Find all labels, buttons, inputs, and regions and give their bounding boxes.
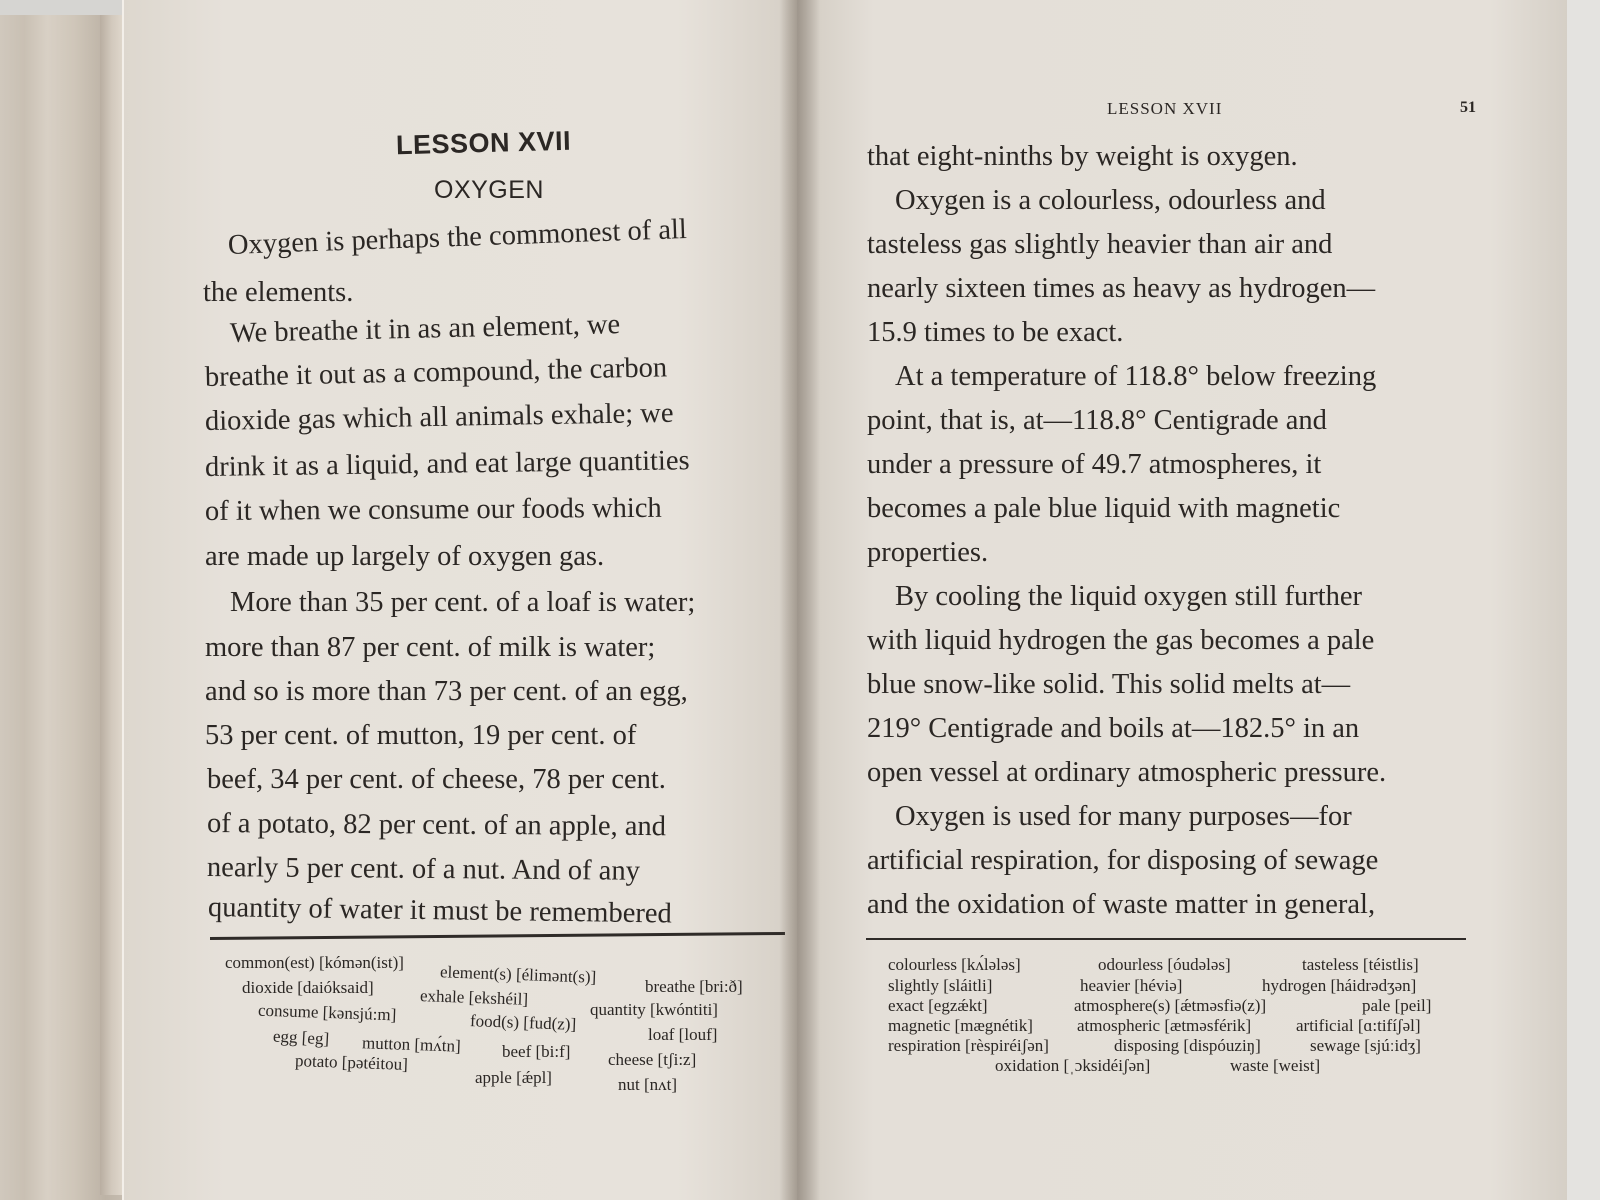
glossary-entry: colourless [kʌ́lələs] bbox=[888, 955, 1021, 974]
text-line: We breathe it in as an element, we bbox=[229, 309, 621, 349]
glossary-entry: egg [eg] bbox=[272, 1026, 330, 1049]
glossary-entry: dioxide [daióksaid] bbox=[242, 978, 374, 997]
glossary-entry: common(est) [kómən(ist)] bbox=[225, 953, 404, 972]
text-line: dioxide gas which all animals exhale; we bbox=[204, 397, 674, 437]
glossary-entry: potato [pətéitou] bbox=[294, 1051, 409, 1074]
glossary-entry: sewage [sjúːidʒ] bbox=[1310, 1036, 1421, 1055]
glossary-entry: atmosphere(s) [ǽtməsfiə(z)] bbox=[1074, 996, 1267, 1015]
glossary-entry: oxidation [ˌɔksidéiʃən] bbox=[995, 1056, 1151, 1075]
text-line: becomes a pale blue liquid with magnetic bbox=[867, 493, 1341, 524]
glossary-entry: mutton [mʌ́tn] bbox=[361, 1033, 462, 1056]
chapter-title: OXYGEN bbox=[434, 176, 544, 204]
text-line: properties. bbox=[867, 537, 989, 568]
glossary-entry: tasteless [téistlis] bbox=[1302, 955, 1419, 974]
footnote-rule bbox=[866, 938, 1466, 940]
glossary-entry: food(s) [fud(z)] bbox=[469, 1011, 577, 1034]
glossary-entry: consume [kənsjú:m] bbox=[257, 1000, 397, 1025]
text-line: Oxygen is a colourless, odourless and bbox=[895, 185, 1326, 216]
glossary-entry: breathe [bri:ð] bbox=[645, 977, 743, 996]
text-line: of a potato, 82 per cent. of an apple, and bbox=[206, 808, 667, 843]
glossary-entry: exact [egzǽkt] bbox=[888, 996, 988, 1015]
text-line: that eight-ninths by weight is oxygen. bbox=[867, 141, 1298, 172]
glossary-entry: exhale [ekshéil] bbox=[419, 986, 529, 1009]
glossary-entry: beef [bi:f] bbox=[502, 1042, 571, 1061]
text-line: open vessel at ordinary atmospheric pressure. bbox=[867, 757, 1387, 788]
glossary-entry: slightly [sláitli] bbox=[888, 976, 993, 995]
glossary-entry: loaf [louf] bbox=[648, 1025, 718, 1044]
text-line: and the oxidation of waste matter in general, bbox=[867, 889, 1376, 920]
text-line: 53 per cent. of mutton, 19 per cent. of bbox=[205, 720, 637, 751]
text-line: and so is more than 73 per cent. of an egg, bbox=[205, 676, 688, 707]
glossary-entry: element(s) [élimənt(s)] bbox=[439, 962, 597, 987]
text-line: point, that is, at—118.8° Centigrade and bbox=[867, 405, 1327, 436]
text-line: drink it as a liquid, and eat large quantities bbox=[204, 445, 690, 483]
text-line: artificial respiration, for disposing of sewage bbox=[867, 845, 1379, 876]
glossary-entry: respiration [rèspiréiʃən] bbox=[888, 1036, 1049, 1055]
text-line: breathe it out as a compound, the carbon bbox=[204, 352, 668, 393]
page-number: 51 bbox=[1460, 99, 1476, 116]
text-line: nearly 5 per cent. of a nut. And of any bbox=[206, 852, 641, 887]
text-line: Oxygen is perhaps the commonest of all bbox=[227, 213, 688, 261]
glossary-entry: hydrogen [háidrədʒən] bbox=[1262, 976, 1417, 995]
text-line: nearly sixteen times as heavy as hydrogen— bbox=[867, 273, 1376, 304]
text-line: more than 87 per cent. of milk is water; bbox=[205, 632, 656, 663]
text-line: More than 35 per cent. of a loaf is water; bbox=[230, 587, 696, 618]
glossary-entry: heavier [héviə] bbox=[1080, 976, 1183, 995]
running-head: LESSON XVII bbox=[1107, 99, 1223, 118]
text-line: are made up largely of oxygen gas. bbox=[205, 541, 605, 572]
glossary-entry: pale [peil] bbox=[1362, 996, 1432, 1015]
glossary-entry: magnetic [mægnétik] bbox=[888, 1016, 1033, 1035]
glossary-entry: odourless [óudələs] bbox=[1098, 955, 1231, 974]
text-line: beef, 34 per cent. of cheese, 78 per cent. bbox=[207, 764, 666, 795]
text-line: under a pressure of 49.7 atmospheres, it bbox=[867, 449, 1322, 480]
text-line: quantity of water it must be remembered bbox=[207, 892, 672, 930]
text-line: Oxygen is used for many purposes—for bbox=[895, 801, 1352, 832]
text-line: blue snow-like solid. This solid melts at— bbox=[867, 669, 1351, 700]
glossary-entry: artificial [ɑ:tifíʃəl] bbox=[1296, 1016, 1421, 1035]
glossary-entry: cheese [tʃi:z] bbox=[608, 1050, 697, 1069]
text-line: 15.9 times to be exact. bbox=[867, 317, 1124, 348]
glossary-entry: waste [weist] bbox=[1230, 1056, 1321, 1075]
gutter-shadow bbox=[780, 0, 820, 1200]
glossary-entry: quantity [kwóntiti] bbox=[590, 1000, 718, 1019]
text-line: the elements. bbox=[203, 277, 354, 308]
text-line: 219° Centigrade and boils at—182.5° in an bbox=[867, 713, 1360, 744]
glossary-entry: apple [ǽpl] bbox=[475, 1068, 552, 1087]
glossary-entry: nut [nʌt] bbox=[618, 1075, 678, 1094]
text-line: with liquid hydrogen the gas becomes a pale bbox=[867, 625, 1375, 656]
text-line: At a temperature of 118.8° below freezing bbox=[895, 361, 1377, 392]
glossary-entry: atmospheric [ætməsférik] bbox=[1077, 1016, 1252, 1035]
text-line: of it when we consume our foods which bbox=[204, 492, 662, 527]
text-line: By cooling the liquid oxygen still further bbox=[895, 581, 1363, 612]
text-line: tasteless gas slightly heavier than air and bbox=[867, 229, 1333, 260]
lesson-title: LESSON XVII bbox=[395, 125, 572, 161]
glossary-entry: disposing [dispóuziŋ] bbox=[1114, 1036, 1261, 1055]
